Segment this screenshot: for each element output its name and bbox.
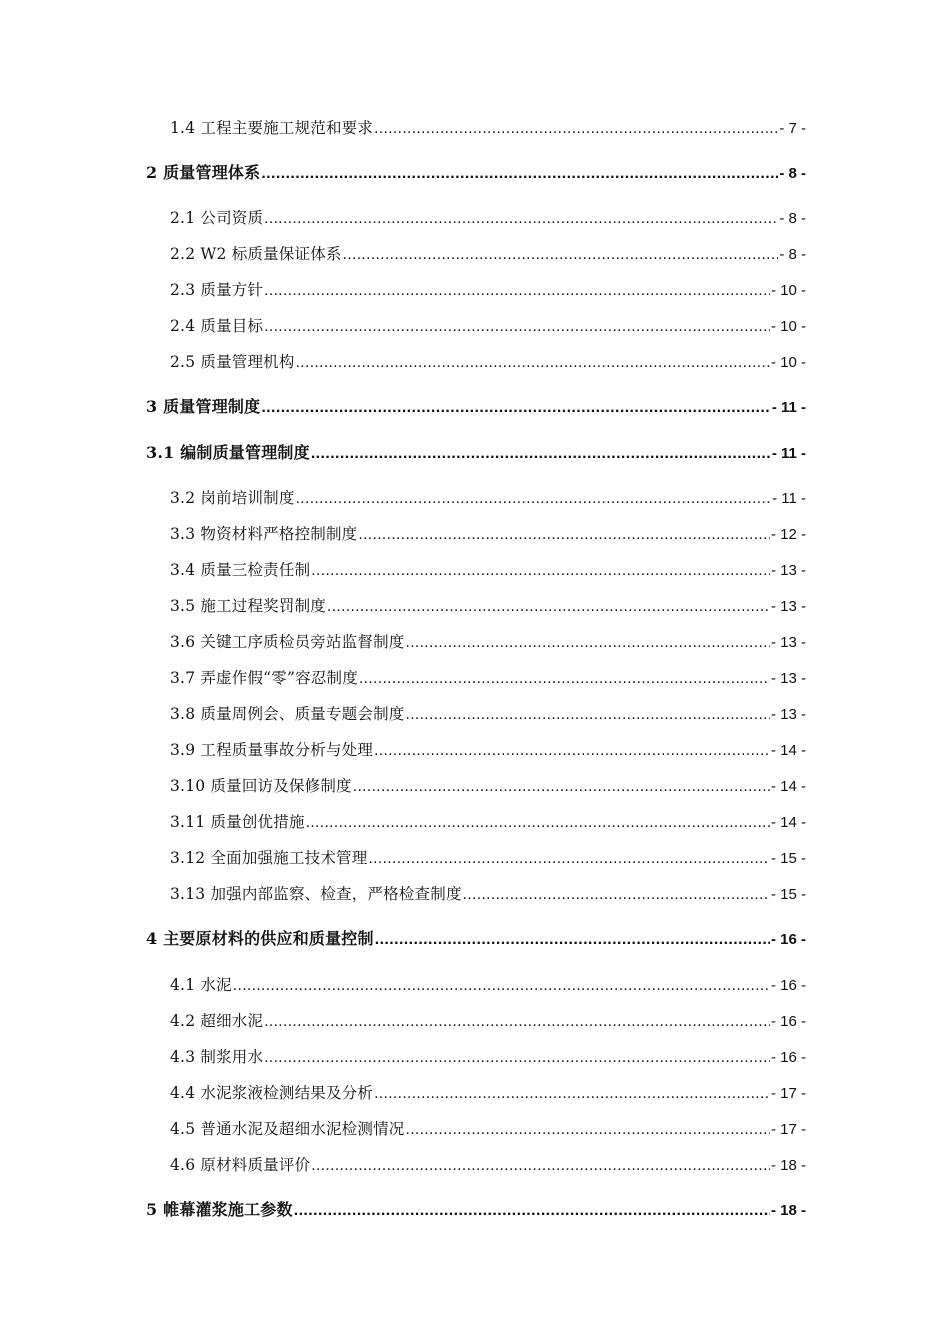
toc-entry-3-4[interactable] [170,557,806,583]
toc-page-number: - 8 - [779,246,806,263]
toc-entry-3-8[interactable] [170,701,806,727]
toc-dot-leader [359,666,770,692]
toc-dot-leader [374,1081,770,1107]
toc-entry-title: 3.5 施工过程奖罚制度 [170,597,326,615]
toc-entry-2-5[interactable] [170,349,806,375]
toc-entry-title: 3.7 弄虚作假“零”容忍制度 [170,669,358,687]
toc-entry-title: 1.4 工程主要施工规范和要求 [170,119,374,137]
toc-page-number: - 13 - [770,670,806,687]
toc-dot-leader [261,395,771,421]
toc-page-number: - 10 - [770,354,806,371]
toc-dot-leader [264,1045,770,1071]
toc-entry-3-7[interactable] [170,665,806,691]
toc-entry-title: 3.4 质量三检责任制 [170,561,311,579]
toc-entry-title: 3.8 质量周例会、质量专题会制度 [170,705,405,723]
toc-dot-leader [311,558,770,584]
toc-entry-title: 5 帷幕灌浆施工参数 [146,1200,293,1219]
toc-page-number: - 13 - [770,562,806,579]
toc-entry-title: 3.6 关键工序质检员旁站监督制度 [170,633,405,651]
toc-entry-title: 2.3 质量方针 [170,281,264,299]
toc-page-number: - 14 - [770,778,806,795]
toc-entry-title: 4 主要原材料的供应和质量控制 [146,929,374,948]
toc-entry-4-2[interactable] [170,1008,806,1034]
toc-entry-3-6[interactable] [170,629,806,655]
toc-page-number: - 16 - [770,1049,806,1066]
toc-dot-leader [368,846,770,872]
toc-entry-2-3[interactable] [170,277,806,303]
toc-dot-leader [374,116,778,142]
toc-dot-leader [375,927,770,953]
toc-dot-leader [327,594,770,620]
toc-entry-title: 4.3 制浆用水 [170,1048,264,1066]
toc-entry-title: 3.11 质量创优措施 [170,813,305,831]
toc-entry-3-9[interactable] [170,737,806,763]
toc-page-number: - 14 - [770,742,806,759]
toc-entry-title: 2.5 质量管理机构 [170,353,295,371]
toc-entry-4[interactable] [146,926,806,952]
toc-dot-leader [264,206,778,232]
toc-entry-title: 3.12 全面加强施工技术管理 [170,849,368,867]
toc-entry-title: 4.2 超细水泥 [170,1012,264,1030]
toc-dot-leader [405,1117,770,1143]
toc-entry-title: 3.13 加强内部监察、检查，严格检查制度 [170,885,462,903]
toc-page-number: - 15 - [770,886,806,903]
toc-dot-leader [405,702,770,728]
toc-entry-title: 2 质量管理体系 [146,163,261,182]
toc-entry-4-4[interactable] [170,1080,806,1106]
toc-entry-4-1[interactable] [170,972,806,998]
toc-dot-leader [311,441,771,467]
toc-page-number: - 11 - [771,399,806,416]
toc-page-number: - 10 - [770,282,806,299]
toc-page-number: - 11 - [772,490,806,507]
toc-entry-4-6[interactable] [170,1152,806,1178]
toc-entry-2-4[interactable] [170,313,806,339]
toc-page-number: - 17 - [770,1085,806,1102]
toc-page-number: - 18 - [770,1202,806,1219]
toc-entry-3-1[interactable] [146,440,806,466]
toc-page-number: - 11 - [771,445,806,462]
toc-dot-leader [306,810,770,836]
toc-entry-1-4[interactable] [170,115,806,141]
toc-entry-title: 3.10 质量回访及保修制度 [170,777,352,795]
toc-entry-4-3[interactable] [170,1044,806,1070]
toc-dot-leader [264,1009,770,1035]
toc-dot-leader [294,1198,770,1224]
toc-page-number: - 15 - [770,850,806,867]
toc-entry-2-2[interactable] [170,241,806,267]
toc-entry-title: 3.2 岗前培训制度 [170,489,295,507]
toc-page-number: - 16 - [770,931,806,948]
toc-entry-title: 2.4 质量目标 [170,317,264,335]
toc-page-number: - 8 - [779,165,806,182]
toc-entry-title: 2.2 W2 标质量保证体系 [170,245,342,263]
toc-entry-title: 3.1 编制质量管理制度 [146,443,310,462]
toc-entry-2[interactable] [146,160,806,186]
toc-entry-2-1[interactable] [170,205,806,231]
toc-dot-leader [374,738,770,764]
toc-entry-3[interactable] [146,394,806,420]
toc-entry-4-5[interactable] [170,1116,806,1142]
toc-dot-leader [358,522,770,548]
toc-entry-3-5[interactable] [170,593,806,619]
toc-page-number: - 14 - [770,814,806,831]
toc-dot-leader [233,973,770,999]
toc-entry-title: 2.1 公司资质 [170,209,264,227]
toc-entry-3-11[interactable] [170,809,806,835]
toc-page-number: - 13 - [770,598,806,615]
toc-dot-leader [264,314,770,340]
toc-entry-title: 4.4 水泥浆液检测结果及分析 [170,1084,374,1102]
toc-page-number: - 16 - [770,1013,806,1030]
toc-dot-leader [296,486,772,512]
toc-entry-3-12[interactable] [170,845,806,871]
toc-dot-leader [463,882,770,908]
toc-entry-title: 4.5 普通水泥及超细水泥检测情况 [170,1120,405,1138]
toc-page-number: - 7 - [779,120,806,137]
toc-entry-3-3[interactable] [170,521,806,547]
toc-page-number: - 13 - [770,634,806,651]
toc-entry-title: 3.3 物资材料严格控制制度 [170,525,358,543]
toc-dot-leader [353,774,770,800]
toc-dot-leader [343,242,779,268]
toc-entry-5[interactable] [146,1197,806,1223]
toc-dot-leader [311,1153,770,1179]
toc-page-number: - 10 - [770,318,806,335]
toc-entry-title: 4.1 水泥 [170,976,232,994]
toc-entry-title: 3.9 工程质量事故分析与处理 [170,741,374,759]
toc-dot-leader [405,630,770,656]
toc-page-number: - 18 - [770,1157,806,1174]
toc-entry-3-2[interactable] [170,485,806,511]
toc-entry-3-13[interactable] [170,881,806,907]
toc-entry-title: 4.6 原材料质量评价 [170,1156,311,1174]
toc-page-number: - 12 - [770,526,806,543]
toc-page-number: - 16 - [770,977,806,994]
toc-dot-leader [296,350,770,376]
toc-dot-leader [264,278,770,304]
toc-page-number: - 17 - [770,1121,806,1138]
toc-entry-title: 3 质量管理制度 [146,397,261,416]
toc-page-number: - 13 - [770,706,806,723]
toc-page-number: - 8 - [779,210,806,227]
toc-dot-leader [261,161,778,187]
toc-entry-3-10[interactable] [170,773,806,799]
